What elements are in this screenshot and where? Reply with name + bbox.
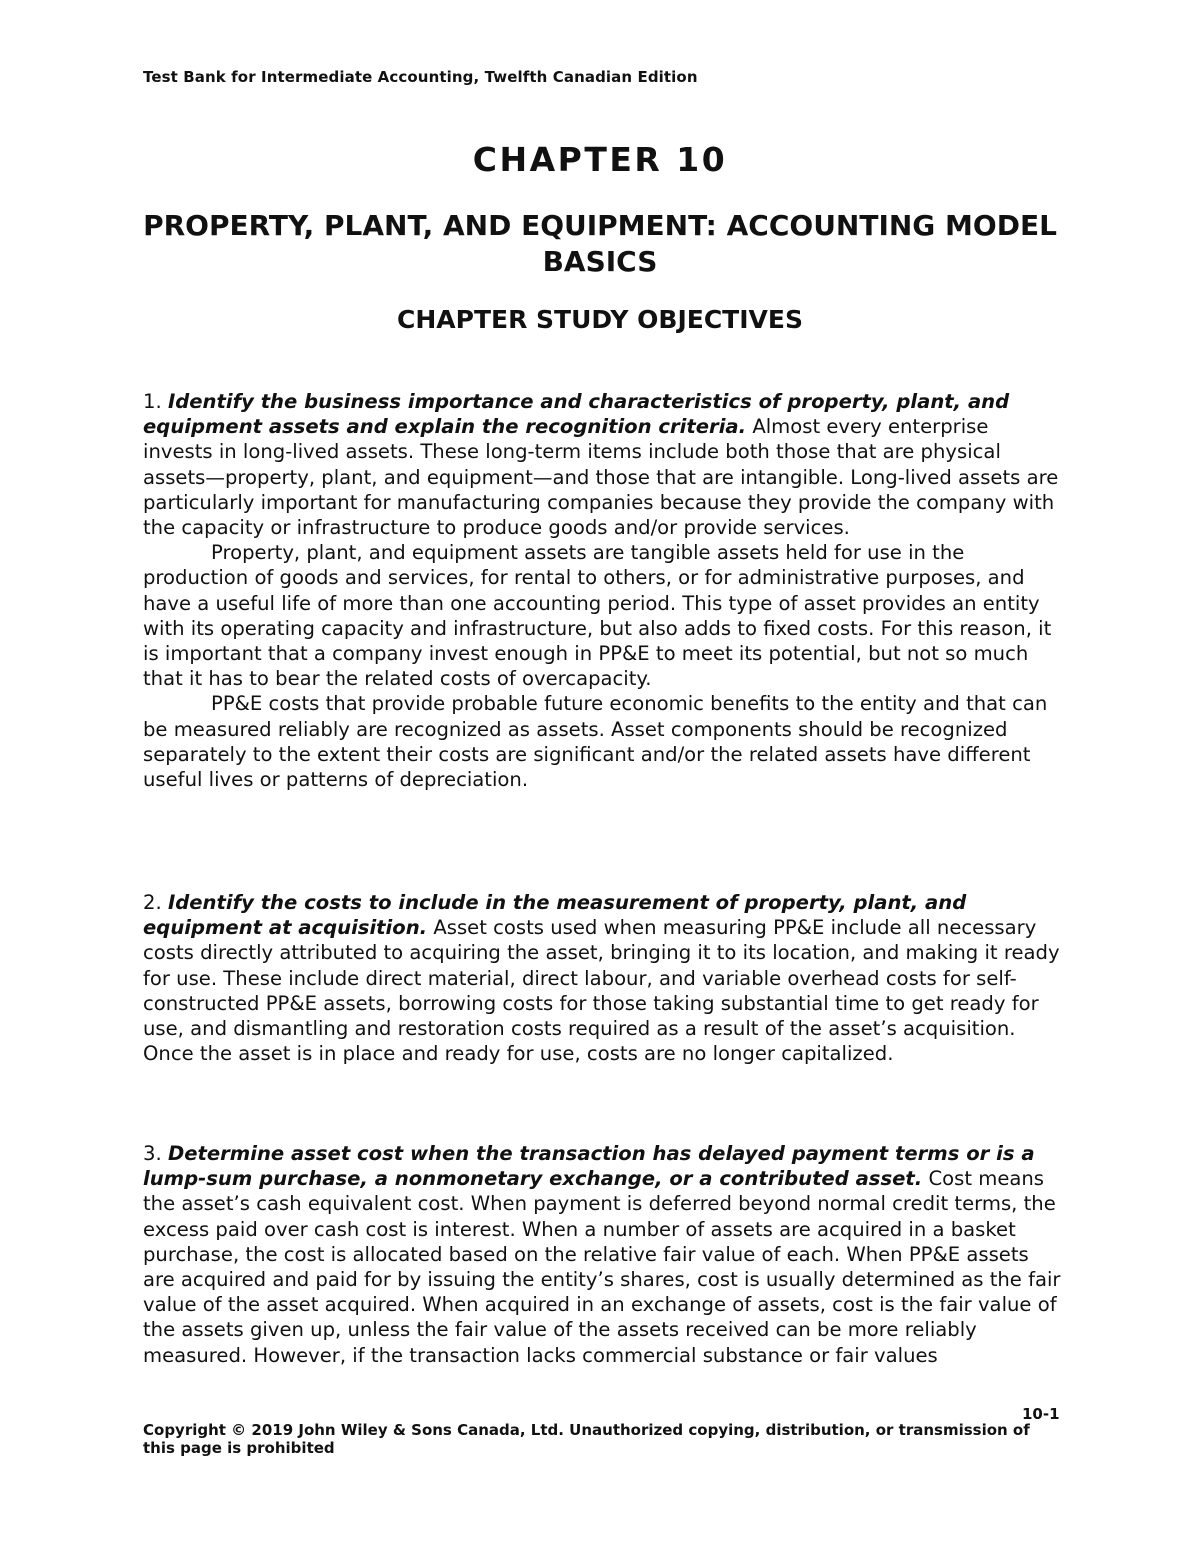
objective-1: [143, 389, 1063, 792]
objective-number: 2.: [143, 891, 162, 914]
chapter-title: PROPERTY, PLANT, AND EQUIPMENT: ACCOUNTING MODEL BASICS: [143, 209, 1057, 278]
copyright-notice: Copyright © 2019 John Wiley & Sons Canada, Ltd. Unauthorized copying, distribution, or transmission of this page is prohibited: [143, 1421, 1030, 1457]
objective-body: Almost every enterprise invests in long-lived assets. These long-term items include both those that are physical assets—property, plant, and equipment—and those that are intangible. Long-lived assets are particularly important for manufacturing companies because they provide the company with the capacity or infrastructure to produce goods and/or provide services.: [143, 415, 1059, 540]
objective-heading: Identify the business importance and characteristics of property, plant, and equipment assets and explain the recognition criteria.: [143, 390, 1010, 439]
objective-3: [143, 1141, 1063, 1368]
section-heading: CHAPTER STUDY OBJECTIVES: [397, 305, 803, 334]
objective-heading: Determine asset cost when the transaction has delayed payment terms or is a lump-sum purchase, a nonmonetary exchange, or a contributed asset.: [143, 1142, 1035, 1191]
objective-body: Cost means the asset’s cash equivalent cost. When payment is deferred beyond normal credit terms, the excess paid over cash cost is interest. When a number of assets are acquired in a basket purchase, the cost is allocated based on the relative fair value of each. When PP&E assets are acquired and paid for by issuing the entity’s shares, cost is usually determined as the fair value of the asset acquired. When acquired in an exchange of assets, cost is the fair value of the assets given up, unless the fair value of the assets received can be more reliably measured. However, if the transaction lacks commercial substance or fair values: [143, 1167, 1061, 1367]
objective-3-paragraph-1: [143, 1141, 1063, 1368]
objective-body: Asset costs used when measuring PP&E include all necessary costs directly attributed to acquiring the asset, bringing it to its location, and making it ready for use. These include direct material, direct labour, and variable overhead costs for self-constructed PP&E assets, borrowing costs for those taking substantial time to get ready for use, and dismantling and restoration costs required as a result of the asset’s acquisition. Once the asset is in place and ready for use, costs are no longer capitalized.: [143, 916, 1060, 1066]
objective-heading: Identify the costs to include in the measurement of property, plant, and equipment at acquisition.: [143, 891, 967, 940]
objective-number: 1.: [143, 390, 162, 413]
objective-number: 3.: [143, 1142, 162, 1165]
page-number: 10-1: [1022, 1405, 1060, 1423]
objective-2-paragraph-1: [143, 890, 1063, 1066]
running-header: Test Bank for Intermediate Accounting, Twelfth Canadian Edition: [143, 68, 698, 86]
objective-2: [143, 890, 1063, 1066]
objective-1-paragraph-2: Property, plant, and equipment assets are tangible assets held for use in the production of goods and services, for rental to others, or for administrative purposes, and have a useful life of more than one accounting period. This type of asset provides an entity with its operating capacity and infrastructure, but also adds to fixed costs. For this reason, it is important that a company invest enough in PP&E to meet its potential, but not so much that it has to bear the related costs of overcapacity.: [143, 541, 1052, 691]
objective-1-paragraph-1: [143, 389, 1063, 540]
chapter-number: CHAPTER 10: [472, 140, 728, 179]
objective-1-paragraph-3: PP&E costs that provide probable future economic benefits to the entity and that can be measured reliably are recognized as assets. Asset components should be recognized separately to the extent their costs are significant and/or the related assets have different useful lives or patterns of depreciation.: [143, 692, 1048, 792]
